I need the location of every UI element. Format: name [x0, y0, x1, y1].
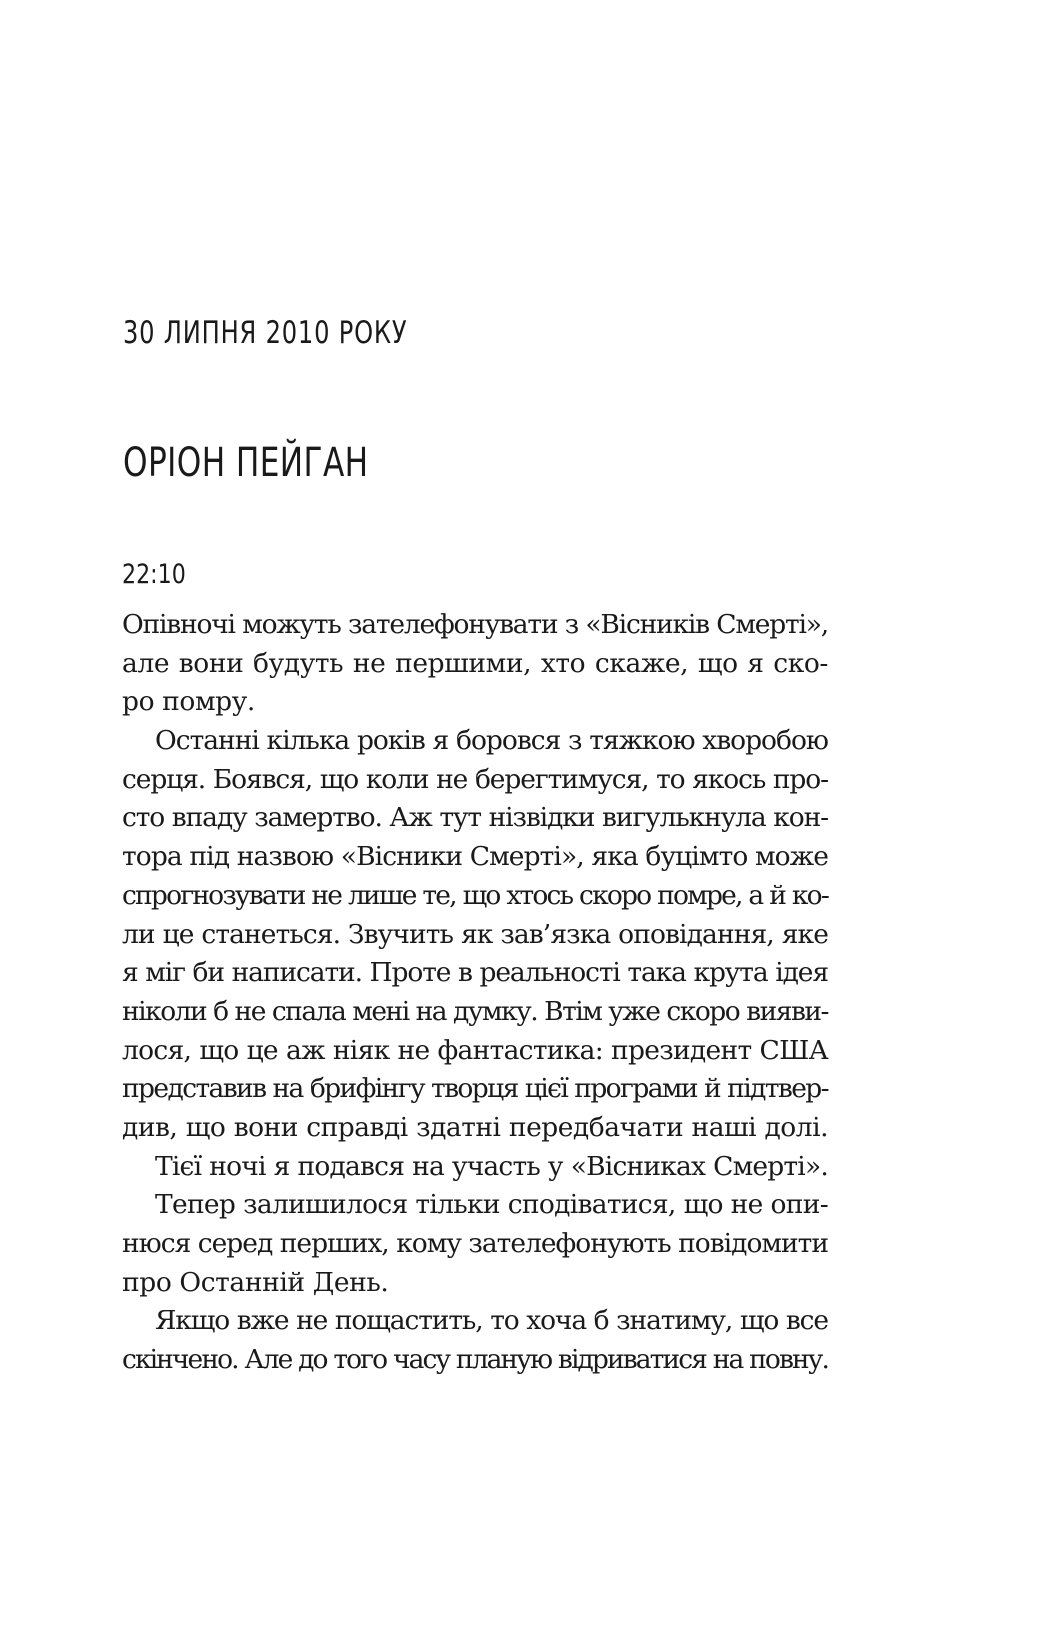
text-line: Останні кілька років я боровся з тяжкою хворобою	[155, 725, 828, 757]
date-header: 30 ЛИПНЯ 2010 РОКУ	[123, 315, 408, 351]
text-line: Тієї ночі я подався на участь у «Вісниках Смерті».	[155, 1150, 828, 1182]
text-line: скінчено. Але до того часу планую відриватися на повну.	[122, 1344, 828, 1376]
text-line: ли це станеться. Звучить як зав’язка оповідання, яке	[122, 918, 828, 950]
text-line: тора під назвою «Вісники Смерті», яка буцімто може	[122, 841, 828, 873]
text-line: Опівночі можуть зателефонувати з «Вісників Смерті»,	[122, 609, 828, 640]
text-line: серця. Боявся, що коли не берегтимуся, то якось про-	[122, 763, 828, 795]
text-line: ніколи б не спала мені на думку. Втім уже скоро вияви-	[122, 995, 828, 1027]
chapter-title: ОРІОН ПЕЙГАН	[123, 440, 369, 486]
text-line: Тепер залишилося тільки сподіватися, що не опи-	[155, 1189, 828, 1221]
text-line: представив на брифінгу творця цієї програми й підтвер-	[122, 1073, 828, 1105]
text-line: сто впаду замертво. Аж тут нізвідки вигулькнула кон-	[122, 802, 828, 834]
text-line: але вони будуть не першими, хто скаже, що я ско-	[122, 647, 828, 679]
text-line: див, що вони справді здатні передбачати наші долі.	[122, 1111, 828, 1143]
text-line: ро помру.	[122, 686, 255, 718]
body-text	[122, 606, 828, 1380]
text-line: нюся серед перших, кому зателефонують повідомити	[122, 1228, 828, 1259]
time-label: 22:10	[122, 559, 186, 590]
text-line: Якщо вже не пощастить, то хоча б знатиму, що все	[155, 1305, 828, 1337]
text-line: я міг би написати. Проте в реальності така крута ідея	[122, 957, 828, 989]
text-line: лося, що це аж ніяк не фантастика: президент США	[122, 1034, 828, 1066]
text-line: про Останній День.	[122, 1266, 389, 1298]
text-line: спрогнозувати не лише те, що хтось скоро помре, а й ко-	[122, 879, 828, 911]
